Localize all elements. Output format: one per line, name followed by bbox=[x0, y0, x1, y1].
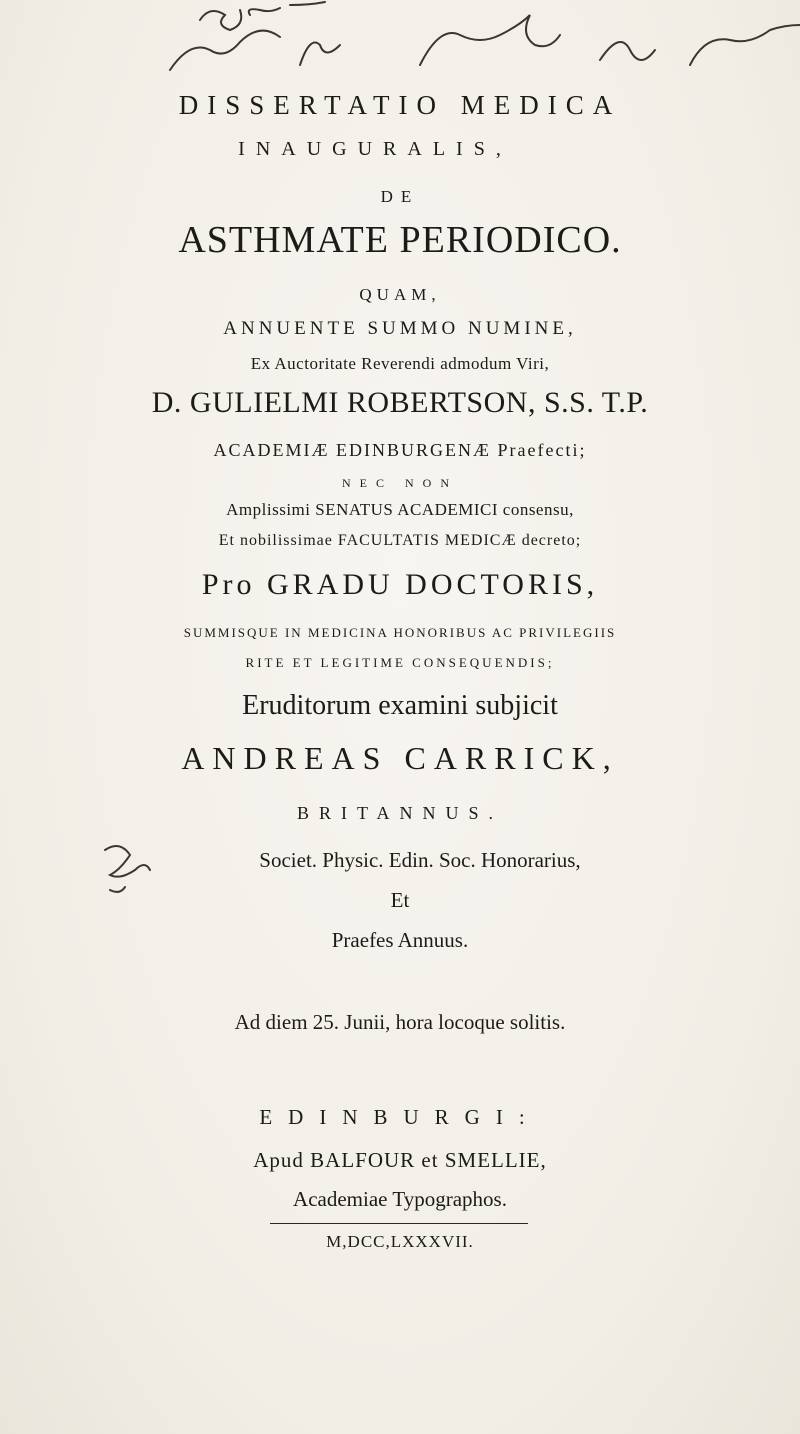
printers-line: Apud BALFOUR et SMELLIE, bbox=[253, 1148, 547, 1172]
auctoritate-line: Ex Auctoritate Reverendi admodum Viri, bbox=[250, 354, 550, 373]
quam-line: QUAM, bbox=[359, 285, 441, 304]
title-inauguralis: INAUGURALIS, bbox=[238, 138, 512, 160]
typographos-line: Academiae Typographos. bbox=[293, 1187, 507, 1211]
place-line: EDINBURGI: bbox=[259, 1105, 541, 1129]
year-line: M,DCC,LXXXVII. bbox=[326, 1232, 474, 1251]
pro-gradu-line: Pro GRADU DOCTORIS, bbox=[201, 568, 599, 601]
senatus-line: Amplissimi SENATUS ACADEMICI consensu, bbox=[226, 500, 574, 519]
societ-line: Societ. Physic. Edin. Soc. Honorarius, bbox=[259, 848, 581, 872]
author-name: ANDREAS CARRICK, bbox=[181, 740, 619, 776]
divider-rule bbox=[270, 1223, 528, 1224]
academiae-line: ACADEMIÆ EDINBURGENÆ Praefecti; bbox=[213, 440, 587, 460]
main-title: ASTHMATE PERIODICO. bbox=[178, 219, 622, 261]
britannus-line: BRITANNUS. bbox=[296, 803, 504, 823]
facultatis-line: Et nobilissimae FACULTATIS MEDICÆ decreto; bbox=[218, 532, 582, 549]
eruditorum-line: Eruditorum examini subjicit bbox=[242, 690, 558, 721]
robertson-line: D. GULIELMI ROBERTSON, S.S. T.P. bbox=[151, 386, 649, 419]
title-dissertatio: DISSERTATIO MEDICA bbox=[178, 90, 622, 120]
date-line: Ad diem 25. Junii, hora locoque solitis. bbox=[234, 1010, 566, 1034]
consequendis-line: RITE ET LEGITIME CONSEQUENDIS; bbox=[245, 655, 555, 670]
honoribus-line: SUMMISQUE IN MEDICINA HONORIBUS AC PRIVILEGIIS bbox=[183, 625, 617, 640]
nec-non-line: NEC NON bbox=[342, 476, 458, 490]
title-de: DE bbox=[380, 187, 420, 206]
annuente-line: ANNUENTE SUMMO NUMINE, bbox=[223, 318, 577, 339]
praeses-line: Praefes Annuus. bbox=[331, 928, 469, 952]
et-line: Et bbox=[390, 888, 410, 912]
